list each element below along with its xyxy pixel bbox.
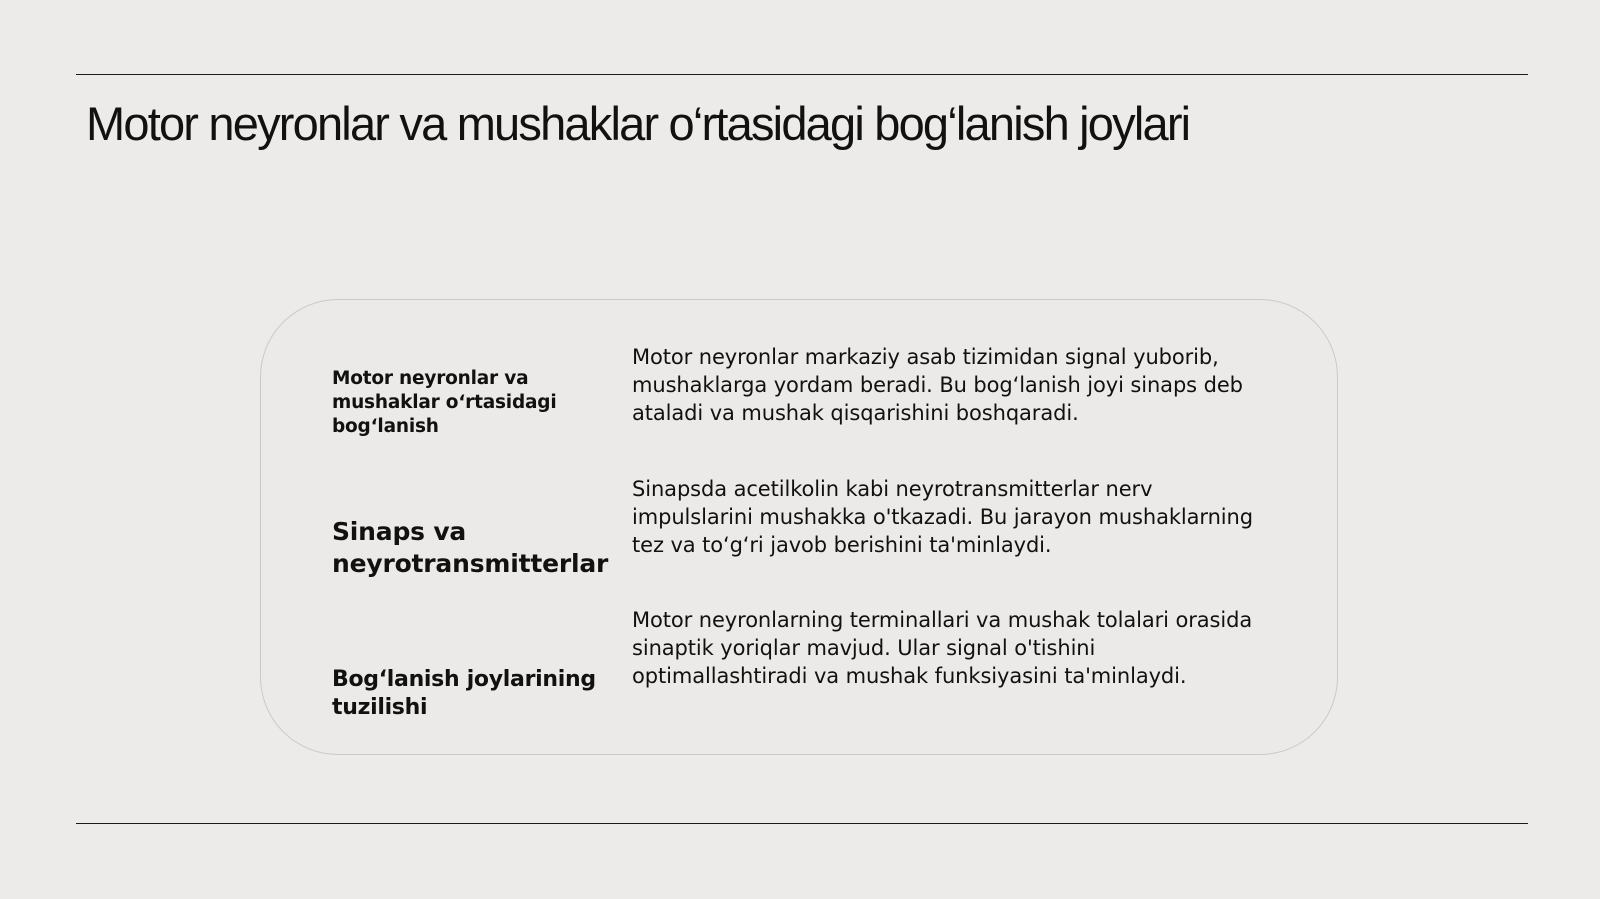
- row-3-label-line-2: tuzilishi: [332, 695, 428, 720]
- row-1-label: [332, 367, 556, 439]
- row-3-desc-line-2: sinaptik yoriqlar mavjud. Ular signal o'tishini: [632, 636, 1096, 660]
- row-2-label-line-2: neyrotransmitterlar: [332, 549, 609, 578]
- row-1-description: [632, 343, 1312, 427]
- row-1-label-line-2: mushaklar o‘rtasidagi: [332, 392, 557, 413]
- row-1-label-line-3: bog‘lanish: [332, 416, 439, 437]
- row-3-label: [332, 666, 596, 722]
- row-3-desc-line-3: optimallashtiradi va mushak funksiyasini ta'minlaydi.: [632, 664, 1187, 688]
- row-3-label-line-1: Bog‘lanish joylarining: [332, 667, 596, 692]
- row-3-desc-line-1: Motor neyronlarning terminallari va mushak tolalari orasida: [632, 608, 1253, 632]
- row-1-desc-line-3: ataladi va mushak qisqarishini boshqaradi.: [632, 401, 1079, 425]
- row-3-description: [632, 606, 1312, 690]
- row-1-label-line-1: Motor neyronlar va: [332, 368, 529, 389]
- bottom-divider: [76, 823, 1528, 824]
- row-2-desc-line-2: impulslarini mushakka o'tkazadi. Bu jarayon mushaklarning: [632, 505, 1253, 529]
- row-2-desc-line-1: Sinapsda acetilkolin kabi neyrotransmitterlar nerv: [632, 477, 1153, 501]
- top-divider: [76, 74, 1528, 75]
- row-2-label: [332, 516, 608, 580]
- row-1-desc-line-2: mushaklarga yordam beradi. Bu bog‘lanish joyi sinaps deb: [632, 373, 1243, 397]
- slide-title: Motor neyronlar va mushaklar o‘rtasidagi bog‘lanish joylari: [86, 97, 1190, 150]
- row-1-desc-line-1: Motor neyronlar markaziy asab tizimidan signal yuborib,: [632, 345, 1219, 369]
- row-2-label-line-1: Sinaps va: [332, 517, 467, 546]
- row-2-desc-line-3: tez va to‘g‘ri javob berishini ta'minlaydi.: [632, 533, 1052, 557]
- row-2-description: [632, 475, 1312, 559]
